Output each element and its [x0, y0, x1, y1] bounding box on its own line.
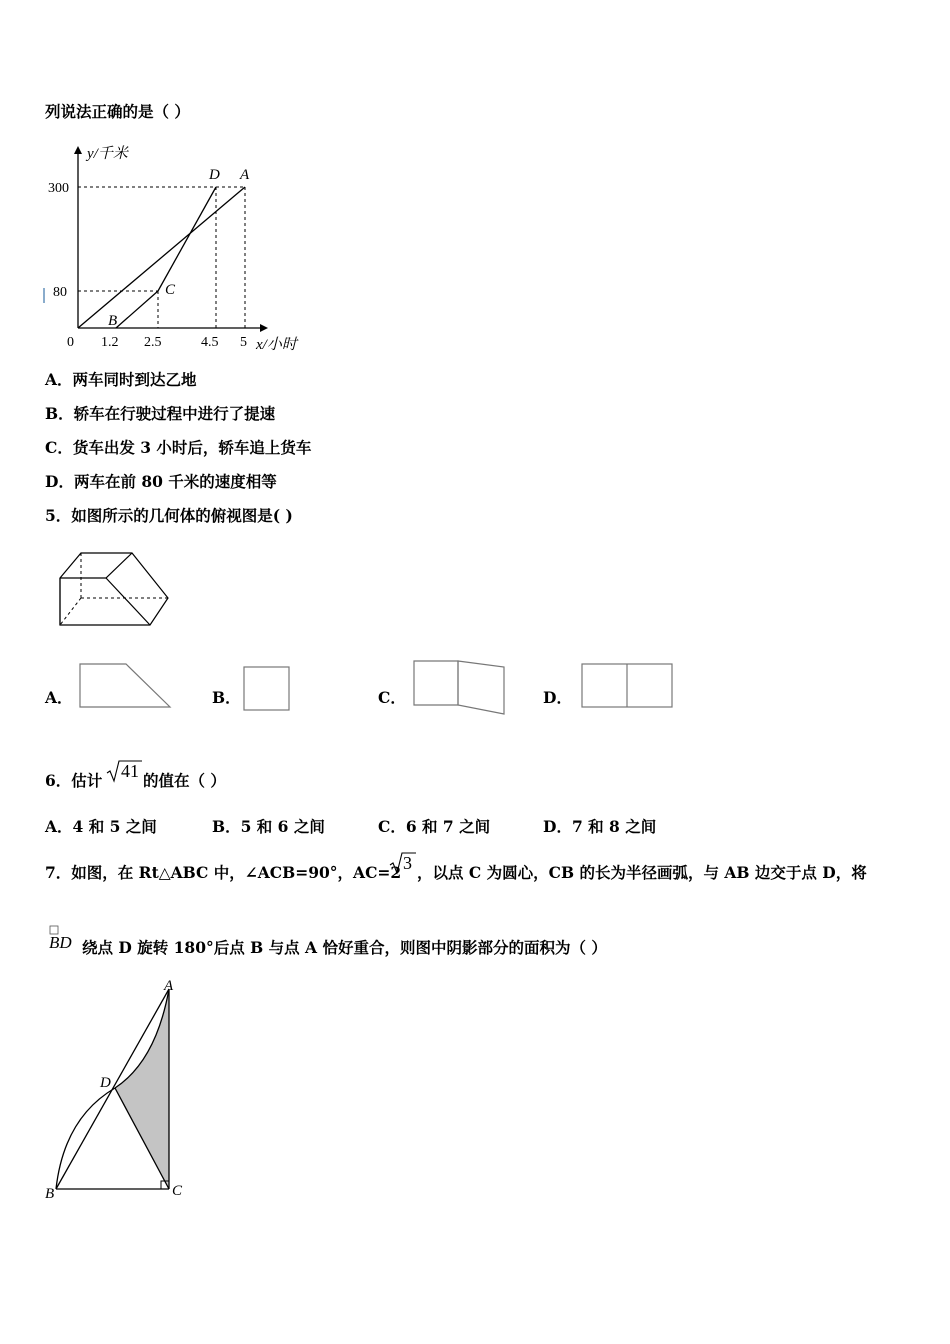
q7-arc-bd: BD	[49, 933, 72, 952]
q4-option-d: D．两车在前 80 千米的速度相等	[45, 472, 277, 491]
line-OA	[78, 187, 245, 328]
y-tick-300: 300	[48, 181, 69, 196]
q6-radicand: 41	[121, 761, 139, 781]
q7-line1-a: 7．如图，在 Rt△ABC 中，∠ACB=90°，AC=2	[45, 863, 402, 882]
q4-option-a: A．两车同时到达乙地	[45, 370, 197, 389]
q5-option-a-label: A．	[45, 688, 73, 707]
q6-suffix: 的值在（ ）	[143, 771, 226, 790]
q4-stem: 列说法正确的是（ ）	[45, 102, 190, 121]
y-tick-80: 80	[53, 285, 67, 300]
q5-option-d-label: D．	[543, 688, 572, 707]
y-axis-arrow	[74, 146, 82, 154]
q7-line2: 绕点 D 旋转 180°后点 B 与点 A 恰好重合，则图中阴影部分的面积为（ ）	[82, 938, 607, 957]
x-tick-0: 0	[67, 335, 74, 350]
x-tick-1.2: 1.2	[101, 335, 119, 350]
q5-option-c-label: C．	[378, 688, 406, 707]
q6-prefix: 6．估计	[45, 771, 103, 790]
x-tick-4.5: 4.5	[201, 335, 219, 350]
x-tick-2.5: 2.5	[144, 335, 162, 350]
label-B: B	[108, 313, 118, 329]
label-A: A	[164, 978, 174, 994]
q6-option-a: A．4 和 5 之间	[45, 817, 157, 836]
q4-option-b: B．轿车在行驶过程中进行了提速	[45, 404, 276, 423]
q5-solid-figure	[55, 550, 175, 630]
line-BC	[116, 291, 158, 328]
q7-line1-b: ，以点 C 为圆心，CB 的长为半径画弧，与 AB 边交于点 D，将	[417, 863, 867, 882]
label-A: A	[240, 167, 250, 183]
y-axis-label: y/千米	[87, 146, 128, 162]
q5-option-d-figure	[580, 662, 675, 710]
q5-option-c-figure	[412, 659, 507, 717]
q5-option-b-figure	[243, 666, 291, 712]
x-axis-arrow	[260, 324, 268, 332]
q5-stem: 5．如图所示的几何体的俯视图是( )	[45, 506, 293, 525]
q7-radicand: 3	[403, 853, 412, 873]
q5-option-b-label: B．	[212, 688, 241, 707]
label-C: C	[165, 282, 176, 298]
x-axis-label: x/小时	[256, 337, 297, 353]
label-B: B	[45, 1186, 55, 1202]
q6-option-c: C．6 和 7 之间	[378, 817, 491, 836]
q6-option-b: B．5 和 6 之间	[212, 817, 325, 836]
q6-option-d: D．7 和 8 之间	[543, 817, 657, 836]
label-C: C	[172, 1183, 183, 1199]
line-CD	[158, 187, 216, 291]
q4-option-c: C．货车出发 3 小时后，轿车追上货车	[45, 438, 312, 457]
q7-triangle-figure	[40, 975, 200, 1205]
shaded-region	[115, 989, 169, 1189]
q4-distance-time-graph	[40, 140, 310, 355]
label-D: D	[209, 167, 220, 183]
q5-option-a-figure	[78, 662, 173, 710]
label-D: D	[100, 1075, 111, 1091]
x-tick-5: 5	[240, 335, 247, 350]
